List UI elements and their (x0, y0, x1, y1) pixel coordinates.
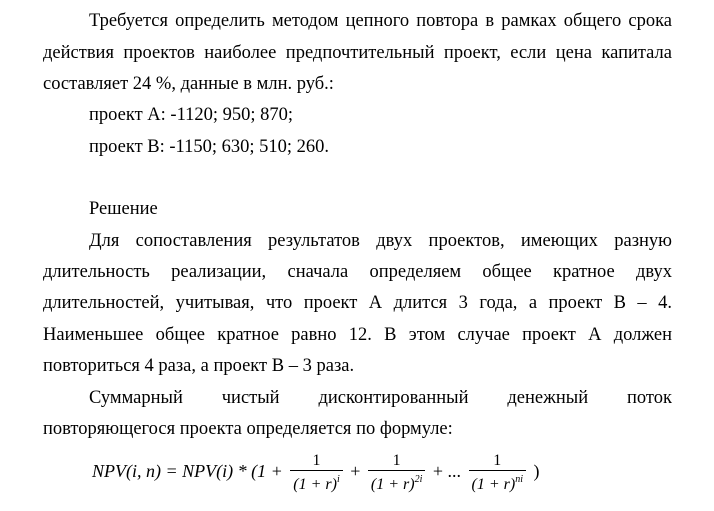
project-b-data: проект В: -1150; 630; 510; 260. (89, 137, 330, 157)
fraction-2-numerator: 1 (368, 452, 425, 471)
project-a-data: проект А: -1120; 950; 870; (89, 105, 294, 125)
solution-p2-line-2: повторяющегося проекта определяется по формуле: (43, 419, 453, 439)
task-line-3: составляет 24 %, данные в млн. руб.: (43, 74, 334, 94)
npv-formula (92, 452, 539, 494)
fraction-1-denominator: $(1 + r)^i$ (293, 474, 340, 493)
fraction-3-exponent: ni (515, 474, 523, 485)
formula-plus-1: + (350, 461, 361, 482)
solution-p1-line-3: длительностей, учитывая, что проект А длится 3 года, а проект В – 4. (43, 293, 672, 313)
formula-close-paren: ) (533, 461, 540, 482)
solution-p1-line-1: Для сопоставления результатов двух проектов, имеющих разную (89, 231, 672, 251)
fraction-3-denominator: $(1 + r)^{ni}$ (471, 474, 523, 493)
formula-lhs: NPV(i, n) = NPV(i) * (1 + (92, 461, 283, 482)
formula-fraction-3 (469, 452, 526, 494)
formula-plus-dots: + ... (432, 461, 462, 482)
fraction-1-numerator: 1 (290, 452, 342, 471)
fraction-2-denominator: $(1 + r)^{2i}$ (370, 474, 423, 493)
fraction-1-exponent: i (336, 474, 340, 485)
solution-heading: Решение (89, 199, 158, 219)
solution-p1-line-5: повториться 4 раза, а проект В – 3 раза. (43, 356, 355, 376)
task-line-1: Требуется определить методом цепного повтора в рамках общего срока (89, 11, 672, 31)
task-line-2: действия проектов наиболее предпочтительный проект, если цена капитала (43, 43, 672, 63)
fraction-3-numerator: 1 (469, 452, 526, 471)
solution-p1-line-4: Наименьшее общее кратное равно 12. В этом случае проект А должен (43, 325, 672, 345)
solution-p2-line-1: Суммарный чистый дисконтированный денежный поток (89, 388, 672, 408)
formula-fraction-1 (290, 452, 342, 494)
solution-p1-line-2: длительность реализации, сначала определяем общее кратное двух (43, 262, 672, 282)
fraction-2-exponent: 2i (414, 474, 423, 485)
formula-fraction-2 (368, 452, 425, 494)
